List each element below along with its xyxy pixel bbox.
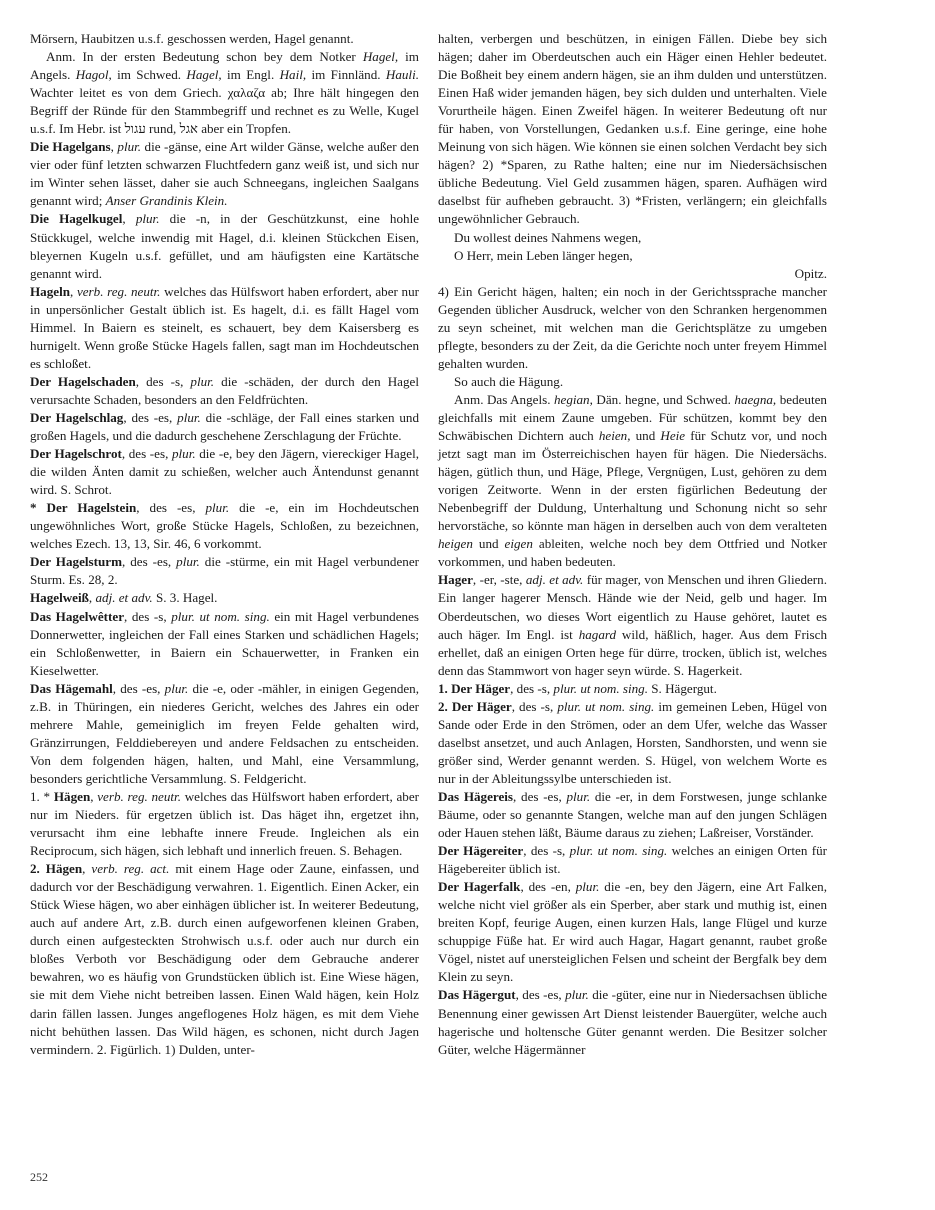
headword: 2. Der Häger: [438, 698, 512, 714]
italic-term: verb. reg. act.: [91, 861, 170, 877]
entry-haegung: So auch die Hägung.: [454, 373, 564, 389]
italic-term: verb. reg. neutr.: [76, 283, 161, 299]
entry-hagerfalk: Der Hagerfalk, des -en, plur. die -en, bey den Jägern, eine Art Falken, welche nicht viel größer als ein Sperber, aber stark und muthig ist, einen breiten Kopf, feurige Augen, einen kurzen Hals, lange Flügel und kurze schuppige Füße hat. Er wird auch Hagar, Hagart genannt, raubet große Vögel, nistet auf unersteiglichen Felsen und scheint der Bergfalk bey dem Klein zu seyn.: [438, 879, 827, 985]
entry-haegen-2-sense-4: 4) Ein Gericht hägen, halten; ein noch in der Gerichtssprache mancher Gegenden üblicher Ausdruck, welcher von den Schranken hergenommen zu seyn scheinet, mit welchen man die Gerichtsplätze zu umgeben pflegte, besonders zu der Zeit, da die Gerichte noch unter freyem Himmel gehalten wurden.: [438, 283, 827, 371]
italic-term: plur. ut nom. sing.: [171, 608, 270, 624]
right-column: [438, 30, 827, 1059]
italic-term: Hauli.: [385, 67, 419, 83]
entry-haeger-2: 2. Der Häger, des -s, plur. ut nom. sing. im gemeinen Leben, Hügel von Sande oder Erde in den Strömen, oder an dem Ufer, welche das Wasser daselbst ansetzet, und auch Anlagen, Horsten, Sandhorsten, und wenn sie größer sind, Werder genannt werden. S. Hügel, von welchem Worte es nur in der Ableitungssylbe unterschieden ist.: [438, 698, 828, 786]
headword: Hägen: [53, 788, 91, 804]
entry-hagelsturm: Der Hagelsturm, des -es, plur. die -stürme, ein mit Hagel verbundener Sturm. Es. 28, 2.: [30, 554, 419, 588]
italic-term: plur.: [117, 139, 142, 155]
italic-term: plur. ut nom. sing.: [553, 680, 648, 696]
headword: Die Hagelkugel: [30, 211, 123, 227]
italic-term: heien,: [598, 428, 631, 444]
entry-hagelstein: * Der Hagelstein, des -es, plur. die -e, ein im Hochdeutschen ungewöhnliches Wort, große Stücke Hagels, Schloßen, zu bezeichnen, welches Ezech. 13, 13, Sir. 46, 6 vorkommt.: [30, 500, 419, 552]
italic-term: verb. reg. neutr.: [97, 788, 181, 804]
italic-term: heigen: [438, 536, 473, 552]
headword: Das Hägergut: [438, 987, 516, 1003]
page-number: 252: [30, 1170, 48, 1184]
entry-hagelschrot: Der Hagelschrot, des -es, plur. die -e, bey den Jägern, viereckiger Hagel, die wilden Änten damit zu schießen, welcher auch Äntendunst genannt wird. S. Schrot.: [30, 446, 420, 498]
italic-term: plur.: [565, 987, 589, 1003]
entry-haegereis: Das Hägereis, des -es, plur. die -er, in dem Forstwesen, junge schlanke Bäume, oder so genannte Stangen, welche man auf den jungen Schlägen oder Hauen stehen läßt, Bäume daraus zu ziehen; Laßreiser, Vorständer.: [438, 788, 827, 841]
headword: Hagelweiß: [30, 590, 89, 606]
quote-attribution: Opitz.: [794, 265, 827, 281]
entry-haegen-annotation: Anm. Das Angels. hegian, Dän. hegne, und Schwed. haegna, bedeuten gleichfalls mit einem Zaune umgeben. Für schützen, kommt bey den Schwäbischen Dichtern auch heien, und Heie für Schutz vor, und noch jetzt sagt man im Österreichischen hayen für hägen. Die Niedersächs. hägen, gütlich thun, und Häge, Pflege, Vergnügen, Lust, gehören zu dem vorigen Zeitworte. Wenn in der ersten figürlichen Bedeutung der Nebenbegriff der Duldung, Unterhaltung und Schonung nicht so sehr hervorstäche, so könnte man hägen in derselben auch von dem veralteten heigen und eigen ableiten, welche noch bey dem Ottfried und Notker vorkommen, und haben bedeuten.: [438, 391, 827, 570]
entry-hagel-continuation: Mörsern, Haubitzen u.s.f. geschossen werden, Hagel genannt.: [30, 31, 354, 46]
quote-line-2: O Herr, mein Leben länger hegen,: [454, 247, 633, 263]
entry-hagelschaden: Der Hagelschaden, des -s, plur. die -schäden, der durch den Hagel verursachte Schaden, besonders an den Feldfrüchten.: [30, 373, 419, 407]
italic-term: plur.: [177, 409, 201, 425]
italic-term: hegian,: [553, 391, 593, 407]
entry-hagelschlag: Der Hagelschlag, des -es, plur. die -schläge, der Fall eines starken und großen Hagels, und die dadurch geschehene Zerschlagung der Früchte.: [30, 409, 420, 444]
headword: Die Hagelgans: [30, 139, 111, 155]
headword: Der Hägereiter: [438, 843, 524, 859]
headword: Der Hagelschlag: [30, 409, 124, 425]
entry-haegen-2: 2. Hägen, verb. reg. act. mit einem Hage oder Zaune, einfassen, und dadurch vor der Beschädigung verwahren. 1. Eigentlich. Einen Acker, ein Stück Wiese hägen, wo aber einhägen üblicher ist. In weiterer Bedeutung, auch auf andere Art, z.B. durch einen aufgeworfenen kleinen Graben, durch einen aufgesteckten Strohwisch u.s.f. oder auch nur durch ein bloßes Verboth vor Beschädigung oder dem Gebrauche anderer bewahren, wo es häufig von Grundstücken üblich ist. Eine Wiese hägen, sie mit dem Viehe nicht betreiben lassen. Einen Wald hägen, kein Holz darin fällen lassen. Junges angeflogenes Holz hägen, es mit dem Viehe nicht behüthen lassen. Das Wild hägen, es schonen, nicht durch Jagen vermindern. 2. Figürlich. 1) Dulden, unter-: [30, 861, 420, 1057]
italic-term: Anser Grandinis Klein.: [105, 193, 228, 209]
entry-hagelweiss: Hagelweiß, adj. et adv. S. 3. Hagel.: [30, 590, 218, 606]
italic-term: plur.: [171, 446, 196, 462]
entry-hagel-annotation: Anm. In der ersten Bedeutung schon bey dem Notker Hagel, im Angels. Hagol, im Schwed. Hagel, im Engl. Hail, im Finnländ. Hauli. Wachter leitet es von dem Griech. χαλαζα ab; Ihre hält hingegen den Begriff der Ründe für den Stammbegriff und rechnet es zu Welle, Kugel u.s.f. Im Hebr. ist עגול rund, אגל aber ein Tropfen.: [30, 49, 419, 137]
entry-hageln: Hageln, verb. reg. neutr. welches das Hülfswort haben erfordert, aber nur in unpersönlicher Gestalt üblich ist. Es hagelt, d.i. es fällt Hagel vom Himmel. In Baiern es steinelt, es schauert, bey dem Kaisersberg es hurnigelt. Wenn große Stücke Hagels fallen, sagt man im Hochdeutschen es schloßet.: [30, 283, 419, 371]
italic-term: adj. et adv.: [95, 590, 153, 606]
italic-term: plur.: [176, 554, 200, 570]
headword: Hager: [438, 572, 473, 588]
italic-term: plur.: [566, 788, 591, 804]
italic-term: haegna,: [734, 391, 777, 407]
italic-term: plur.: [164, 680, 189, 696]
headword: Das Hägereis: [438, 788, 514, 804]
headword: Hageln: [30, 283, 71, 299]
entry-haegemahl: Das Hägemahl, des -es, plur. die -e, oder -mähler, in einigen Gegenden, z.B. in Thüringen, ein niederes Gericht, welches des Jahres ein oder mehrere Mahle, gemeiniglich im freyen Felde gehalten wird, Gränzirrungen, Felddiebereyen und andere Feldsachen zu entscheiden. Von dem folgenden hägen, halten, und Mahl, eine Versammlung, besonders gerichtliche Versammlung. S. Feldgericht.: [30, 680, 420, 786]
italic-term: Hail,: [279, 67, 307, 83]
left-column: [30, 30, 419, 1059]
italic-term: hagard: [578, 626, 617, 642]
headword: Der Hagerfalk: [438, 879, 521, 895]
entry-hager: Hager, -er, -ste, adj. et adv. für mager, von Menschen und ihren Gliedern. Ein langer hagerer Mensch. Hände wie der Neid, gelb und hager. Im Oberdeutschen, wo dieses Wort eigentlich zu Hause gehöret, lautet es auch häger. Im Engl. ist hagard wild, häßlich, hager. Aus dem Frisch erhellet, daß an einigen Orten hege für dürre, trocken, üblich ist, welches denn das Stammwort von hager seyn würde. S. Hagerkeit.: [438, 572, 827, 678]
entry-hagelwetter: Das Hagelwêtter, des -s, plur. ut nom. sing. ein mit Hagel verbundenes Donnerwetter, ingleichen der Fall eines Starken und schädlichen Hagels; ein Schloßenwetter, in Baiern ein Schauerwetter, in Franken ein Kieselwetter.: [30, 608, 419, 678]
italic-term: plur.: [205, 500, 230, 516]
headword: Der Hagelschrot: [30, 446, 122, 462]
italic-term: plur. ut nom. sing.: [557, 698, 655, 714]
italic-term: Hagel,: [186, 67, 222, 83]
entry-haegen-1: 1. * Hägen, verb. reg. neutr. welches das Hülfswort haben erfordert, aber nur im Nieders. für ergetzen üblich ist. Das häget ihn, ergetzet ihn, verursacht ihm eine lebhafte innere Freude. Ingleichen als ein Reciprocum, sich hägen, sich lebhaft und innerlich freuen. S. Behagen.: [30, 788, 420, 859]
italic-term: adj. et adv.: [525, 572, 584, 588]
italic-term: Hagol,: [75, 67, 112, 83]
italic-term: plur.: [190, 373, 215, 389]
headword: Der Hagelsturm: [30, 554, 122, 570]
headword: * Der Hagelstein: [30, 500, 137, 516]
headword: Der Hagelschaden: [30, 373, 136, 389]
headword: Das Hägemahl: [30, 680, 113, 696]
headword: Das Hagelwêtter: [30, 608, 125, 624]
entry-haegereiter: Der Hägereiter, des -s, plur. ut nom. sing. welches an einigen Orten für Hägebereiter üblich ist.: [438, 843, 827, 877]
entry-haegen-2-continuation: halten, verbergen und beschützen, in einigen Fällen. Diebe bey sich hägen; daher im Oberdeutschen auch ein Häger einen Hehler bedeutet. Die Boßheit bey einem andern hägen, sie an ihm dulden und unterstützen. Einen Haß wider jemanden hägen, bey sich dulden und unterhalten. Viele Vorurtheile hägen. Einen Zweifel hägen. In weiterer Bedeutung oft nur für haben, von Vorstellungen, Gedanken u.s.f. Eine geringe, eine hohe Meinung von sich hägen. Wie können sie einen solchen Verdacht bey sich hägen? 2) *Sparen, zu Rathe halten; eine nur im Niedersächsischen übliche Bedeutung. Viel Geld zusammen hägen, sparen. Aufhägen wird daselbst für aufheben gebraucht. 3) *Fristen, verlängern; ein gleichfalls ungewöhnlicher Gebrauch.: [438, 31, 827, 227]
entry-haegergut: Das Hägergut, des -es, plur. die -güter, eine nur in Niedersachsen übliche Benennung einer gewissen Art Dienst leistender Bauergüter, welche auch hagerische und holtensche Güter genannt werden. Die Besitzer solcher Güter, welche Hägermänner: [438, 987, 827, 1057]
entry-hagelgans: Die Hagelgans, plur. die -gänse, eine Art wilder Gänse, welche außer den vier oder fünf letzten schwarzen Fluchtfedern ganz weiß ist, und sich nur im Winter sehen lässet, daher sie auch Schneegans, ingleichen Saalgans genannt wird; Anser Grandinis Klein.: [30, 139, 420, 209]
italic-term: Hagel,: [362, 49, 399, 65]
italic-term: plur.: [135, 211, 160, 227]
italic-term: plur.: [575, 879, 600, 895]
italic-term: Heie: [660, 428, 686, 444]
quote-line-1: Du wollest deines Nahmens wegen,: [454, 229, 642, 245]
headword: 2. Hägen: [30, 861, 83, 877]
headword: 1. Der Häger: [438, 680, 511, 696]
italic-term: eigen: [504, 536, 533, 552]
entry-hagelkugel: Die Hagelkugel, plur. die -n, in der Geschützkunst, eine hohle Stückkugel, welche inwendig mit Hagel, d.i. kleinen Stückchen Eisen, bleyernen Kugeln u.s.f. gefüllet, und am häufigsten eine Kartätsche genannt wird.: [30, 211, 420, 281]
italic-term: plur. ut nom. sing.: [569, 843, 668, 859]
entry-haeger-1: 1. Der Häger, des -s, plur. ut nom. sing. S. Hägergut.: [438, 680, 717, 696]
